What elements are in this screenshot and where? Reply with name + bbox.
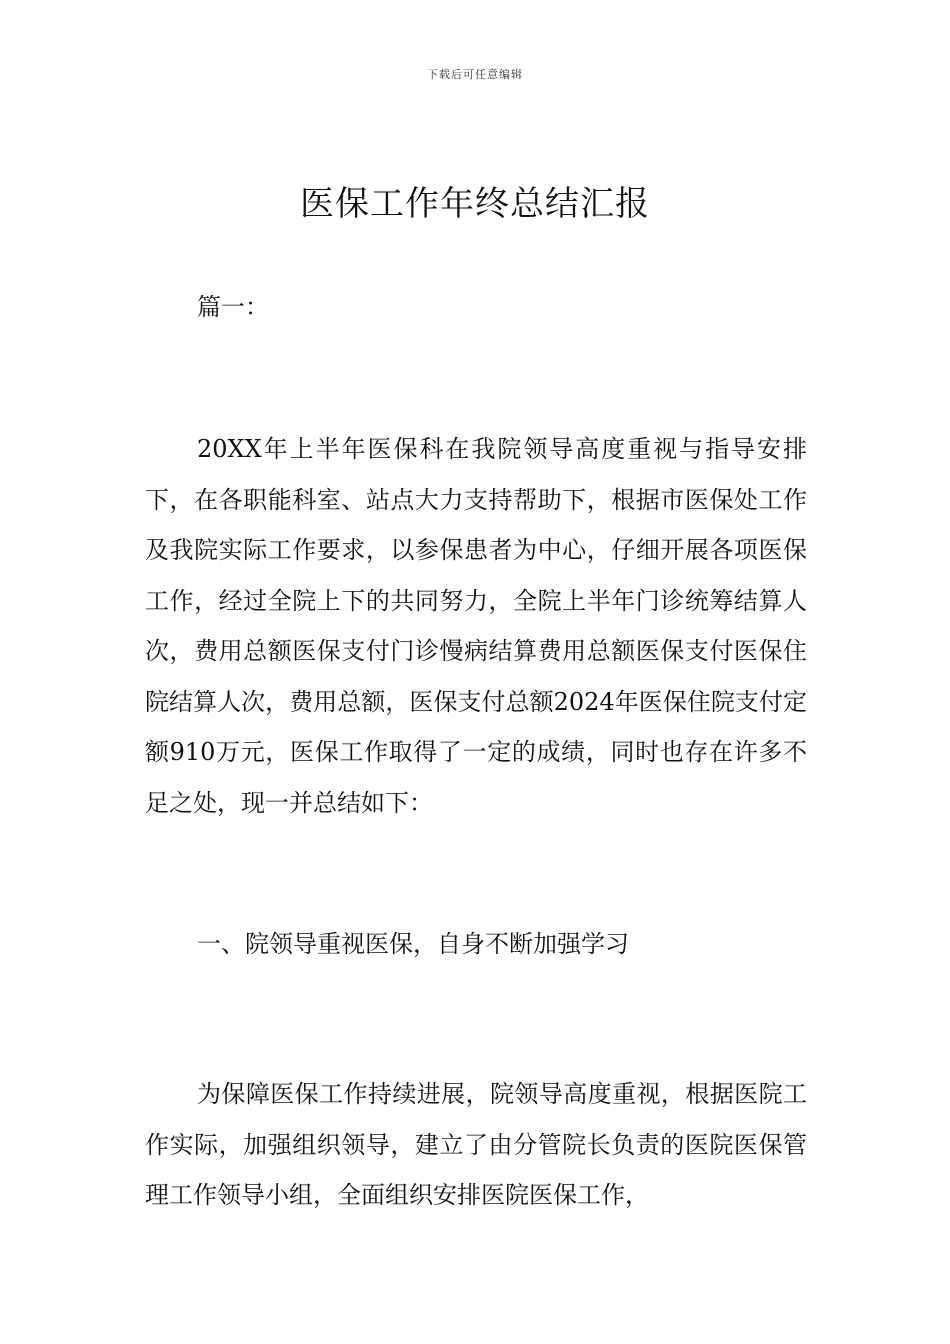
section-heading-1: 一、院领导重视医保，自身不断加强学习 [197,930,629,958]
body-paragraph-1: 20XX年上半年医保科在我院领导高度重视与指导安排下，在各职能科室、站点大力支持帮助下，根据市医保处工作及我院实际工作要求，以参保患者为中心，仔细开展各项医保工作，经过全院上下的共同努力，全院上半年门诊统筹结算人次，费用总额医保支付门诊慢病结算费用总额医保支付医保住院结算人次，费用总额，医保支付总额2024年医保住院支付定额910万元，医保工作取得了一定的成绩，同时也存在许多不足之处，现一并总结如下： [145,435,807,817]
section-label: 篇一： [197,293,269,321]
document-title: 医保工作年终总结汇报 [300,184,650,224]
header-note: 下载后可任意编辑 [427,68,523,81]
body-paragraph-2: 为保障医保工作持续进展，院领导高度重视，根据医院工作实际，加强组织领导，建立了由分管院长负责的医院医保管理工作领导小组，全面组织安排医院医保工作， [145,1080,807,1209]
